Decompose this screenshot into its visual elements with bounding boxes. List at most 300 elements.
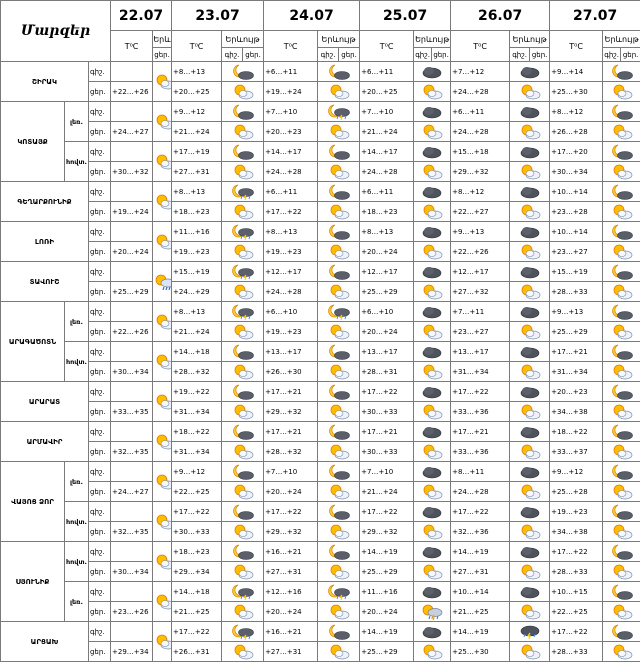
weather-cell — [222, 602, 264, 622]
weather-cell — [222, 642, 264, 662]
weather-cell — [510, 402, 550, 422]
weather-cell — [318, 282, 360, 302]
temperature-cell: +24…+29 — [172, 282, 222, 302]
temperature-cell: +28…+33 — [550, 282, 603, 302]
dark-cloud-icon — [414, 184, 450, 200]
temperature-cell: +17…+20 — [550, 142, 603, 162]
partly-sunny-icon — [222, 324, 263, 340]
partly-sunny-icon — [510, 524, 549, 540]
partly-sunny-icon — [414, 244, 450, 260]
temperature-cell: +13…+17 — [360, 342, 414, 362]
temperature-cell: +8…+13 — [264, 222, 318, 242]
weather-cell — [603, 282, 640, 302]
temperature-cell: +6…+11 — [360, 62, 414, 82]
time-of-day-label: ցեր. — [89, 562, 111, 582]
temperature-cell: +20…+24 — [360, 602, 414, 622]
temperature-cell: +34…+38 — [550, 522, 603, 542]
weather-cell — [153, 382, 172, 422]
weather-cell — [603, 342, 640, 362]
weather-cell — [153, 542, 172, 582]
time-of-day-label: գիշ. — [89, 342, 111, 362]
day-subheader: ցեր. — [432, 48, 451, 62]
moon-cloud-icon — [603, 344, 640, 360]
temp-col-header: T⁰C — [550, 31, 603, 62]
weather-cell — [603, 222, 640, 242]
table-row — [1, 502, 640, 522]
partly-sunny-icon — [414, 404, 450, 420]
temperature-cell: +33…+37 — [550, 442, 603, 462]
partly-sunny-icon — [510, 364, 549, 380]
temperature-cell: +26…+28 — [550, 122, 603, 142]
partly-sunny-icon — [603, 644, 640, 660]
weather-cell — [414, 242, 451, 262]
moon-cloud-icon — [318, 384, 359, 400]
temperature-cell: +28…+32 — [264, 442, 318, 462]
weather-cell — [510, 282, 550, 302]
weather-col-header: Երևույթ — [318, 31, 360, 48]
weather-cell — [414, 462, 451, 482]
weather-cell — [510, 82, 550, 102]
temperature-cell: +17…+21 — [264, 382, 318, 402]
dark-cloud-icon — [510, 184, 549, 200]
regions-header: Մարզեր — [1, 1, 111, 62]
partly-sunny-icon — [153, 394, 171, 410]
night-subheader: գիշ. — [318, 48, 339, 62]
weather-cell — [414, 402, 451, 422]
weather-cell — [153, 582, 172, 622]
weather-cell — [318, 322, 360, 342]
weather-cell — [318, 122, 360, 142]
temperature-cell: +27…+32 — [451, 282, 510, 302]
weather-cell — [222, 302, 264, 322]
moon-cloud-icon — [318, 624, 359, 640]
table-row — [1, 62, 640, 82]
weather-cell — [222, 202, 264, 222]
table-row — [1, 542, 640, 562]
partly-sunny-icon — [510, 284, 549, 300]
temperature-cell: +27…+31 — [451, 562, 510, 582]
dark-cloud-icon — [510, 584, 549, 600]
weather-cell — [603, 482, 640, 502]
partly-sunny-icon — [153, 434, 171, 450]
weather-cell — [414, 602, 451, 622]
moon-cloud-icon — [318, 184, 359, 200]
temperature-cell: +24…+27 — [111, 122, 153, 142]
weather-cell — [222, 542, 264, 562]
weather-cell — [153, 182, 172, 222]
time-of-day-label: ցեր. — [89, 322, 111, 342]
weather-cell — [153, 62, 172, 102]
temperature-cell — [111, 142, 153, 162]
table-row — [1, 302, 640, 322]
weather-cell — [153, 622, 172, 662]
time-of-day-label: գիշ. — [89, 622, 111, 642]
table-row — [1, 382, 640, 402]
night-subheader: գիշ. — [222, 48, 243, 62]
temperature-cell: +15…+19 — [172, 262, 222, 282]
weather-cell — [222, 422, 264, 442]
temperature-cell: +17…+21 — [360, 422, 414, 442]
weather-cell — [153, 262, 172, 302]
temperature-cell: +22…+26 — [111, 82, 153, 102]
table-row — [1, 422, 640, 442]
temp-col-header: T⁰C — [451, 31, 510, 62]
day-subheader: ցեր. — [530, 48, 550, 62]
temperature-cell: +31…+34 — [172, 402, 222, 422]
weather-cell — [414, 542, 451, 562]
partly-sunny-icon — [153, 354, 171, 370]
weather-cell — [414, 502, 451, 522]
day-subheader: ցեր. — [153, 48, 172, 62]
partly-sunny-icon — [603, 124, 640, 140]
weather-cell — [222, 342, 264, 362]
partly-sunny-icon — [318, 644, 359, 660]
temperature-cell: +13…+17 — [264, 342, 318, 362]
weather-col-header: Երևույթ — [603, 31, 640, 48]
time-of-day-label: ցեր. — [89, 82, 111, 102]
weather-cell — [222, 122, 264, 142]
temperature-cell: +30…+33 — [172, 522, 222, 542]
temperature-cell: +29…+34 — [172, 562, 222, 582]
temp-col-header: T⁰C — [264, 31, 318, 62]
temperature-cell: +9…+12 — [172, 102, 222, 122]
temperature-cell: +21…+25 — [172, 602, 222, 622]
partly-sunny-icon — [603, 244, 640, 260]
table-row — [1, 282, 640, 302]
weather-cell — [318, 182, 360, 202]
partly-sunny-icon — [603, 404, 640, 420]
weather-cell — [318, 82, 360, 102]
temperature-cell: +17…+22 — [264, 502, 318, 522]
temperature-cell: +18…+23 — [172, 542, 222, 562]
temperature-cell: +8…+13 — [360, 222, 414, 242]
temperature-cell: +25…+30 — [550, 82, 603, 102]
weather-cell — [510, 482, 550, 502]
temperature-cell: +19…+23 — [172, 242, 222, 262]
weather-cell — [603, 502, 640, 522]
partly-sunny-icon — [510, 484, 549, 500]
temperature-cell: +29…+32 — [264, 522, 318, 542]
weather-cell — [153, 342, 172, 382]
partly-sunny-icon — [318, 164, 359, 180]
temperature-cell: +29…+32 — [360, 522, 414, 542]
temperature-cell — [111, 342, 153, 362]
region-name: ԱՐԱՐԱՏ — [1, 382, 89, 422]
weather-cell — [222, 142, 264, 162]
temperature-cell — [111, 422, 153, 442]
weather-cell — [318, 222, 360, 242]
weather-cell — [603, 622, 640, 642]
partly-sunny-icon — [603, 164, 640, 180]
dark-cloud-icon — [510, 264, 549, 280]
weather-cell — [318, 202, 360, 222]
weather-cell — [318, 502, 360, 522]
subregion-name: լեռ. — [65, 462, 89, 502]
temperature-cell: +33…+35 — [111, 402, 153, 422]
temperature-cell: +17…+22 — [360, 502, 414, 522]
weather-cell — [414, 422, 451, 442]
weather-cell — [222, 402, 264, 422]
dark-cloud-icon — [414, 504, 450, 520]
partly-sunny-icon — [153, 474, 171, 490]
temperature-cell: +31…+34 — [172, 442, 222, 462]
weather-cell — [510, 122, 550, 142]
weather-cell — [510, 302, 550, 322]
weather-cell — [603, 102, 640, 122]
partly-sunny-icon — [414, 204, 450, 220]
weather-cell — [318, 302, 360, 322]
weather-cell — [414, 142, 451, 162]
weather-cell — [222, 442, 264, 462]
weather-cell — [318, 362, 360, 382]
time-of-day-label: գիշ. — [89, 462, 111, 482]
temperature-cell: +22…+25 — [172, 482, 222, 502]
table-row — [1, 642, 640, 662]
partly-sunny-icon — [222, 84, 263, 100]
date-header: 26.07 — [451, 1, 550, 31]
temperature-cell: +31…+34 — [451, 362, 510, 382]
dark-cloud-icon — [414, 264, 450, 280]
weather-cell — [153, 422, 172, 462]
table-row — [1, 122, 640, 142]
temperature-cell: +24…+28 — [451, 122, 510, 142]
weather-cell — [603, 462, 640, 482]
temperature-cell: +29…+34 — [111, 642, 153, 662]
dark-cloud-icon — [510, 224, 549, 240]
weather-cell — [222, 282, 264, 302]
time-of-day-label: գիշ. — [89, 222, 111, 242]
weather-cell — [603, 362, 640, 382]
weather-cell — [153, 102, 172, 142]
partly-sunny-icon — [414, 484, 450, 500]
temperature-cell: +30…+34 — [111, 562, 153, 582]
temperature-cell: +26…+30 — [264, 362, 318, 382]
table-row — [1, 602, 640, 622]
time-of-day-label: ցեր. — [89, 602, 111, 622]
weather-cell — [603, 302, 640, 322]
table-row — [1, 562, 640, 582]
night-subheader: գիշ. — [510, 48, 530, 62]
weather-cell — [414, 622, 451, 642]
temperature-cell: +17…+22 — [550, 542, 603, 562]
moon-thunderstorm-icon — [222, 584, 263, 600]
partly-sunny-icon — [153, 114, 171, 130]
moon-cloud-icon — [603, 544, 640, 560]
temperature-cell — [111, 542, 153, 562]
partly-sunny-icon — [318, 324, 359, 340]
weather-cell — [222, 82, 264, 102]
moon-cloud-icon — [222, 64, 263, 80]
temperature-cell: +17…+22 — [451, 502, 510, 522]
temperature-cell: +7…+10 — [264, 462, 318, 482]
weather-cell — [603, 322, 640, 342]
moon-thunderstorm-icon — [318, 104, 359, 120]
weather-cell — [318, 442, 360, 462]
weather-cell — [510, 502, 550, 522]
weather-cell — [222, 382, 264, 402]
temperature-cell: +6…+11 — [264, 182, 318, 202]
temperature-cell: +17…+22 — [264, 202, 318, 222]
temperature-cell: +14…+18 — [172, 342, 222, 362]
temperature-cell: +14…+17 — [360, 142, 414, 162]
partly-sunny-icon — [603, 564, 640, 580]
date-header: 23.07 — [172, 1, 264, 31]
weather-cell — [414, 82, 451, 102]
weather-cell — [603, 202, 640, 222]
weather-cell — [222, 462, 264, 482]
weather-cell — [318, 102, 360, 122]
temperature-cell: +20…+24 — [360, 242, 414, 262]
temperature-cell: +17…+22 — [550, 622, 603, 642]
weather-cell — [510, 182, 550, 202]
table-row — [1, 162, 640, 182]
dark-cloud-icon — [510, 104, 549, 120]
temp-col-header: T⁰C — [111, 31, 153, 62]
moon-cloud-icon — [603, 624, 640, 640]
sun-thunderstorm-icon — [414, 604, 450, 620]
temperature-cell: +20…+24 — [360, 322, 414, 342]
region-name: ԳԵՂԱՐՔՈՒՆԻՔ — [1, 182, 89, 222]
dark-cloud-icon — [510, 304, 549, 320]
temperature-cell: +14…+17 — [264, 142, 318, 162]
temperature-cell: +23…+26 — [111, 602, 153, 622]
moon-cloud-icon — [603, 424, 640, 440]
temperature-cell: +30…+33 — [360, 402, 414, 422]
weather-cell — [318, 522, 360, 542]
temperature-cell: +20…+23 — [264, 122, 318, 142]
weather-cell — [510, 602, 550, 622]
temperature-cell: +17…+22 — [172, 502, 222, 522]
partly-sunny-icon — [153, 194, 171, 210]
partly-sunny-icon — [222, 204, 263, 220]
dark-cloud-icon — [414, 544, 450, 560]
temperature-cell: +20…+24 — [111, 242, 153, 262]
dark-cloud-icon — [510, 424, 549, 440]
partly-sunny-icon — [414, 444, 450, 460]
date-header: 22.07 — [111, 1, 172, 31]
partly-sunny-icon — [510, 604, 549, 620]
weather-cell — [510, 342, 550, 362]
partly-sunny-icon — [510, 204, 549, 220]
partly-sunny-icon — [318, 564, 359, 580]
temperature-cell: +7…+12 — [451, 62, 510, 82]
temperature-cell: +17…+22 — [451, 382, 510, 402]
temperature-cell: +6…+11 — [264, 62, 318, 82]
weather-cell — [414, 322, 451, 342]
dark-cloud-icon — [414, 224, 450, 240]
partly-sunny-icon — [222, 124, 263, 140]
dark-cloud-icon — [414, 424, 450, 440]
moon-cloud-icon — [318, 344, 359, 360]
partly-sunny-icon — [222, 604, 263, 620]
time-of-day-label: ցեր. — [89, 202, 111, 222]
weather-cell — [603, 242, 640, 262]
weather-cell — [153, 222, 172, 262]
temperature-cell: +22…+25 — [550, 602, 603, 622]
temp-col-header: T⁰C — [172, 31, 222, 62]
partly-sunny-icon — [510, 324, 549, 340]
region-name: ԱՐՄԱՎԻՐ — [1, 422, 89, 462]
weather-cell — [510, 262, 550, 282]
partly-sunny-icon — [318, 444, 359, 460]
weather-cell — [510, 642, 550, 662]
partly-sunny-icon — [603, 444, 640, 460]
moon-cloud-icon — [318, 424, 359, 440]
date-header: 25.07 — [360, 1, 451, 31]
temperature-cell: +17…+19 — [172, 142, 222, 162]
region-name: ԱՐՑԱԽ — [1, 622, 89, 662]
table-row — [1, 222, 640, 242]
temperature-cell: +17…+22 — [172, 622, 222, 642]
weather-cell — [510, 362, 550, 382]
partly-sunny-icon — [153, 234, 171, 250]
table-row — [1, 462, 640, 482]
weather-cell — [510, 202, 550, 222]
region-name: ԿՈՏԱՅՔ — [1, 102, 65, 182]
time-of-day-label: ցեր. — [89, 522, 111, 542]
temperature-cell: +24…+28 — [264, 162, 318, 182]
moon-cloud-icon — [222, 504, 263, 520]
temperature-cell: +25…+28 — [550, 482, 603, 502]
weather-cell — [222, 182, 264, 202]
partly-sunny-icon — [318, 204, 359, 220]
partly-sunny-icon — [510, 404, 549, 420]
temperature-cell: +17…+22 — [360, 382, 414, 402]
temperature-cell: +7…+10 — [360, 102, 414, 122]
subregion-name: լեռ. — [65, 582, 89, 622]
temperature-cell: +8…+12 — [550, 102, 603, 122]
dark-cloud-icon — [414, 104, 450, 120]
weather-cell — [510, 522, 550, 542]
weather-cell — [414, 522, 451, 542]
table-row — [1, 402, 640, 422]
weather-cell — [414, 562, 451, 582]
weather-cell — [414, 202, 451, 222]
temperature-cell: +14…+19 — [451, 542, 510, 562]
partly-sunny-icon — [603, 524, 640, 540]
weather-cell — [318, 482, 360, 502]
dark-cloud-icon — [414, 584, 450, 600]
temperature-cell: +8…+11 — [451, 462, 510, 482]
temperature-cell: +25…+29 — [360, 562, 414, 582]
weather-cell — [510, 422, 550, 442]
temperature-cell: +19…+23 — [264, 242, 318, 262]
weather-cell — [414, 582, 451, 602]
time-of-day-label: գիշ. — [89, 102, 111, 122]
weather-cell — [222, 522, 264, 542]
temperature-cell: +19…+24 — [111, 202, 153, 222]
temperature-cell — [111, 582, 153, 602]
moon-cloud-icon — [603, 384, 640, 400]
moon-cloud-icon — [318, 544, 359, 560]
moon-cloud-icon — [318, 504, 359, 520]
subregion-name: հովտ. — [65, 542, 89, 582]
weather-cell — [318, 382, 360, 402]
weather-cell — [510, 582, 550, 602]
table-row — [1, 362, 640, 382]
weather-cell — [414, 262, 451, 282]
sun-rain-icon — [153, 274, 171, 290]
temperature-cell: +19…+24 — [264, 82, 318, 102]
weather-col-header: Երևույթ — [414, 31, 451, 48]
temperature-cell: +14…+19 — [360, 622, 414, 642]
partly-sunny-icon — [222, 484, 263, 500]
partly-sunny-icon — [222, 244, 263, 260]
weather-cell — [510, 462, 550, 482]
weather-cell — [222, 102, 264, 122]
partly-sunny-icon — [318, 604, 359, 620]
time-of-day-label: գիշ. — [89, 502, 111, 522]
